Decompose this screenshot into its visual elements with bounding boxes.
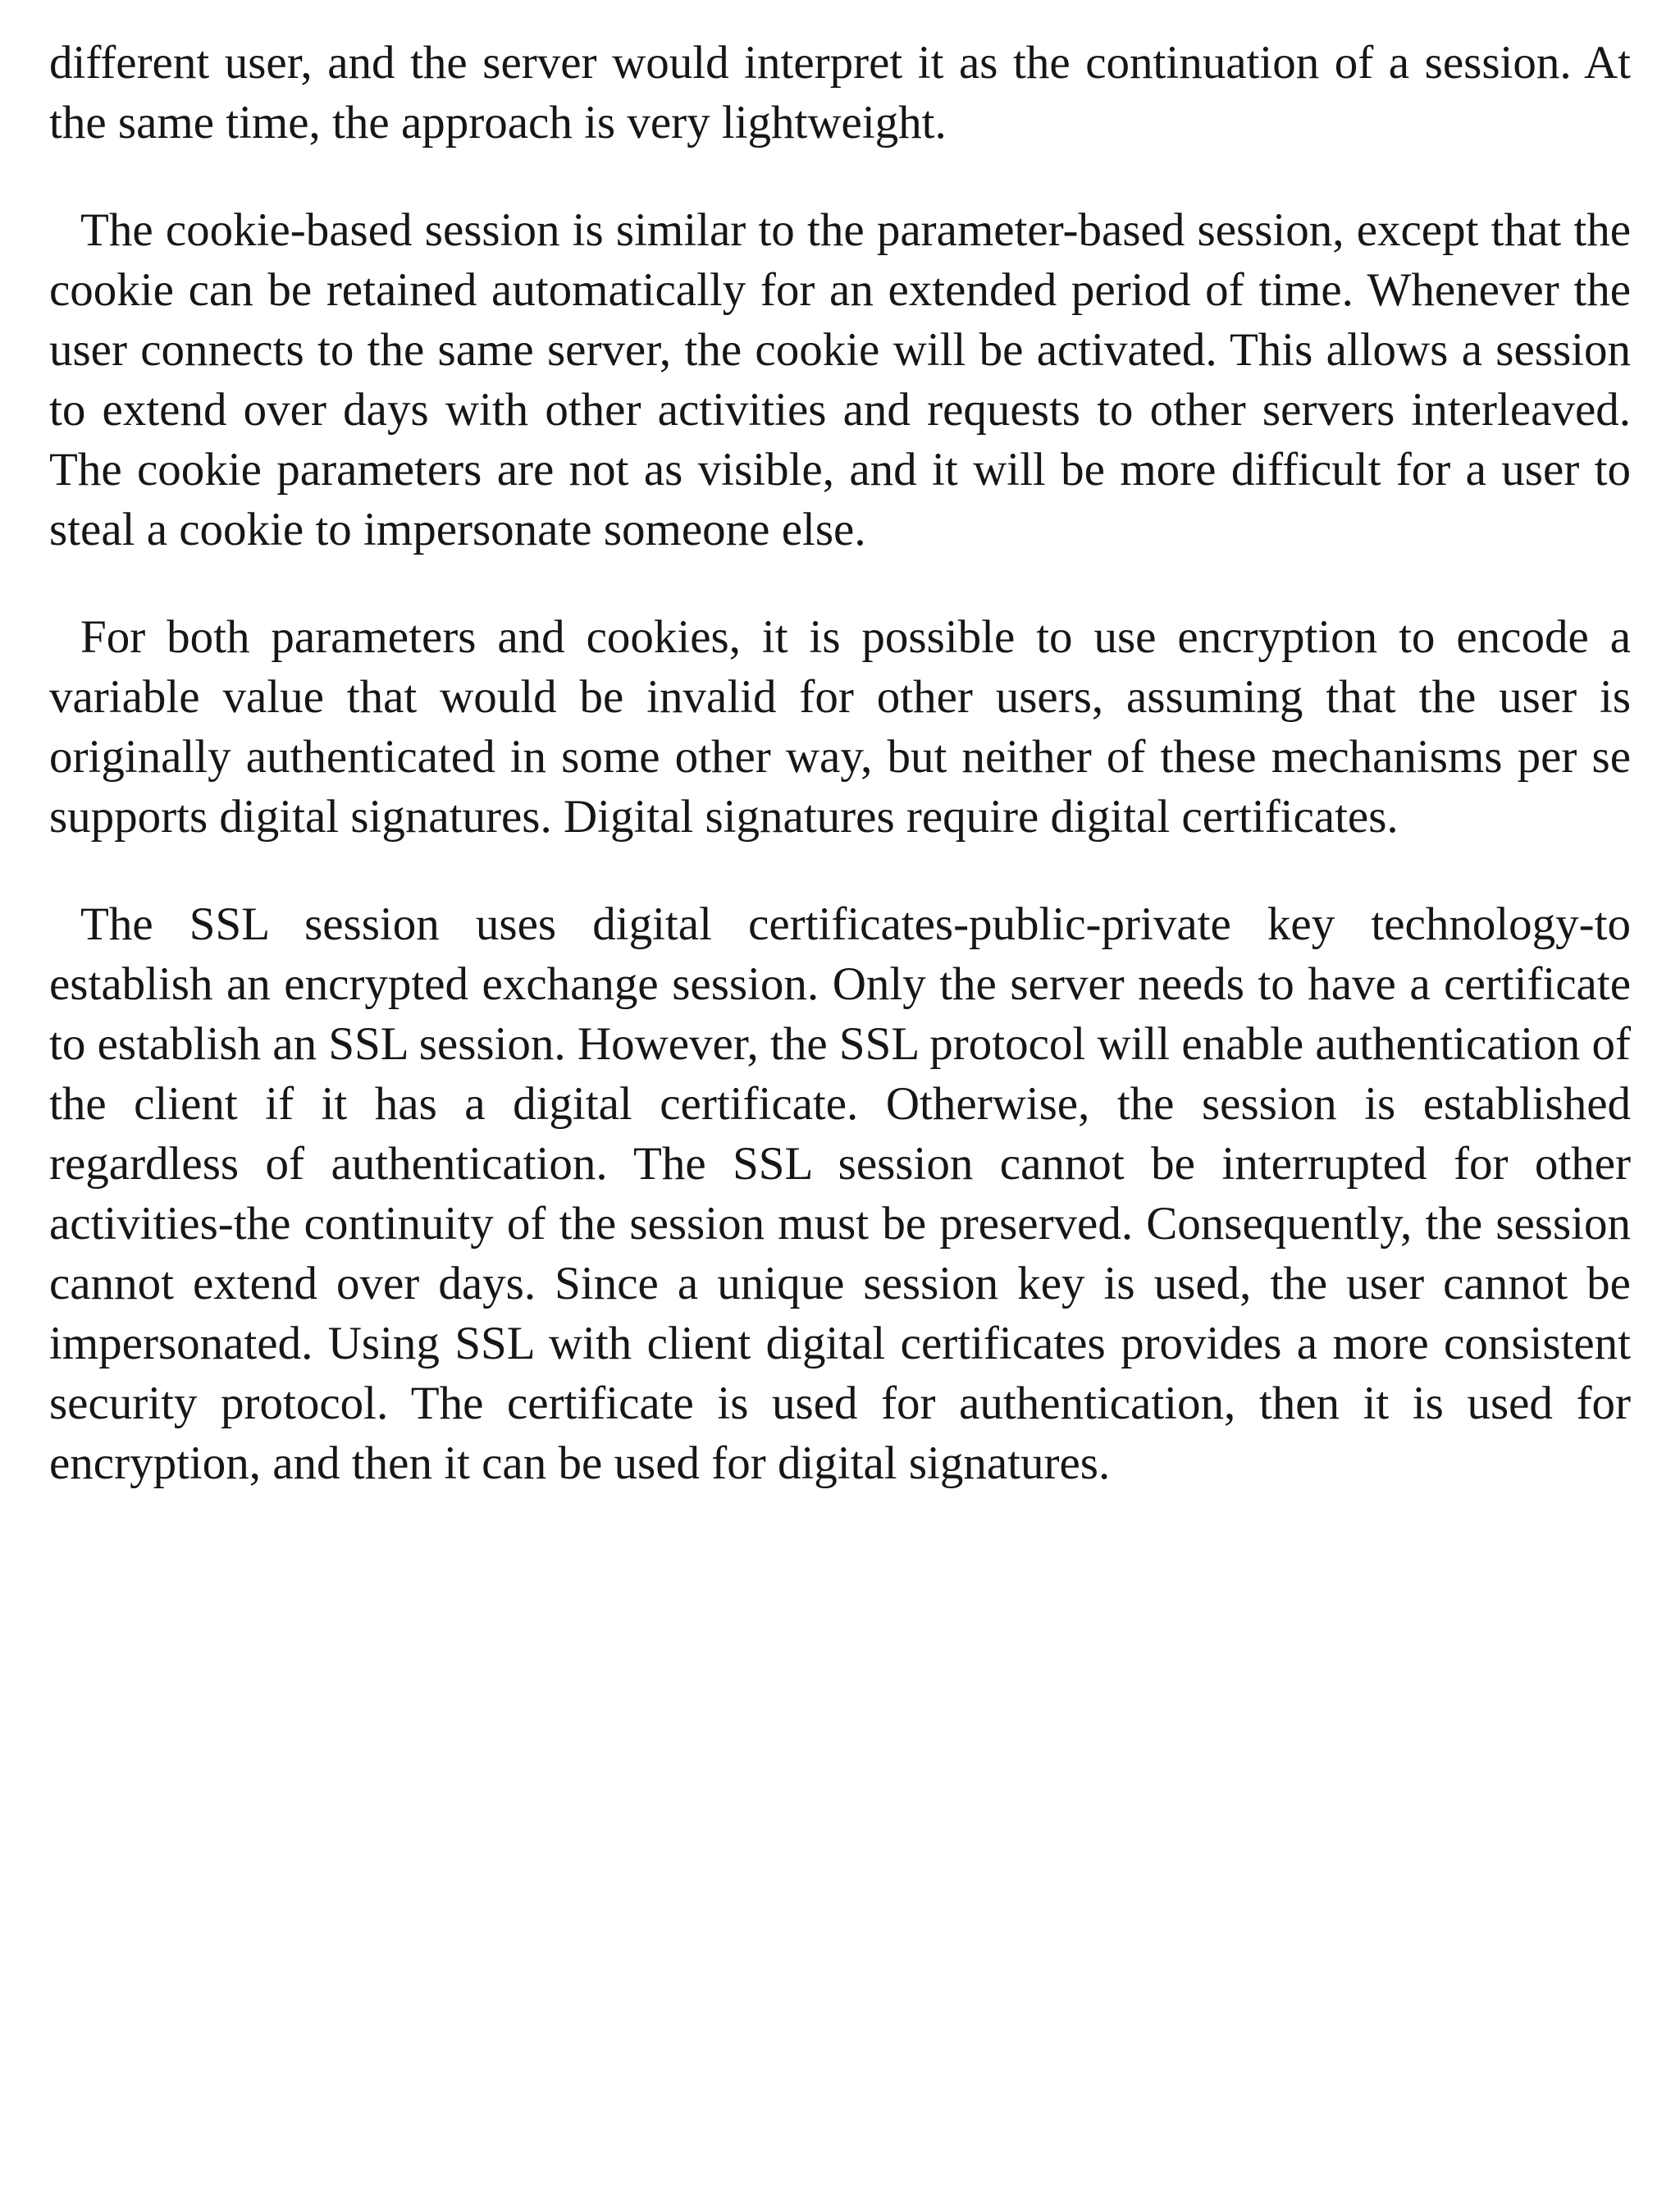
paragraph-encryption: For both parameters and cookies, it is possible to use encryption to encode a variable value that would be invalid for other users, assuming that the user is originally authenticated in some other way, but neither of these mechanisms per se supports digital signatures. Digital signatures require digital certificates. [49, 611, 1631, 843]
paragraph-continuation: different user, and the server would interpret it as the continuation of a session. At the same time, the approach is very lightweight. [49, 37, 1631, 149]
document-page [49, 33, 1631, 1541]
paragraph-cookie-session: The cookie-based session is similar to the parameter-based session, except that the cookie can be retained automatically for an extended period of time. Whenever the user connects to the same server, the cookie will be activated. This allows a session to extend over days with other activities and requests to other servers interleaved. The cookie parameters are not as visible, and it will be more difficult for a user to steal a cookie to impersonate someone else. [49, 204, 1631, 555]
paragraph-ssl-session: The SSL session uses digital certificates-public-private key technology-to establish an encrypted exchange session. Only the server needs to have a certificate to establish an SSL session. However, the SSL protocol will enable authentication of the client if it has a digital certificate. Otherwise, the session is established regardless of authentication. The SSL session cannot be interrupted for other activities-the continuity of the session must be preserved. Consequently, the session cannot extend over days. Since a unique session key is used, the user cannot be impersonated. Using SSL with client digital certificates provides a more consistent security protocol. The certificate is used for authentication, then it is used for encryption, and then it can be used for digital signatures. [49, 898, 1631, 1489]
